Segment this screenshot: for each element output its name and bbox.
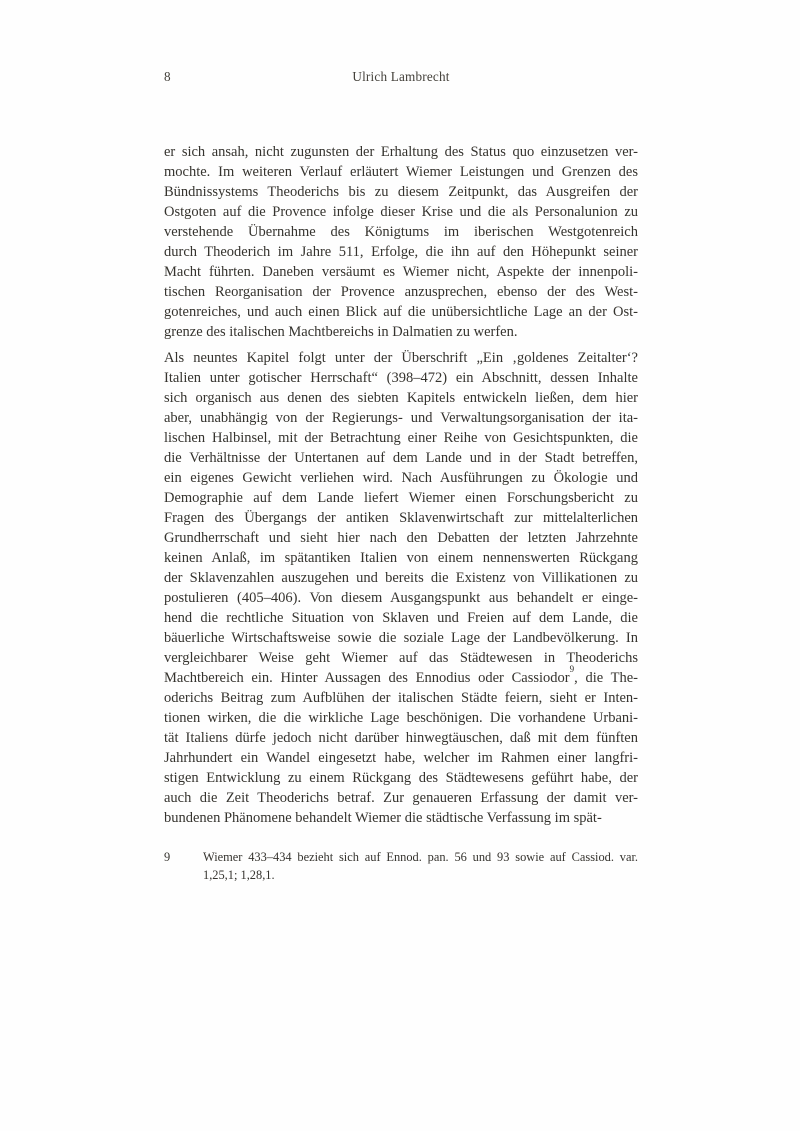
text-line: grenze des italischen Machtbereichs in Dalmatien zu werfen. (164, 324, 518, 340)
text-line: tät Italiens dürfe jedoch nicht darüber hinwegtäuschen, daß mit dem fünften (164, 730, 638, 746)
footnote-marker: 9 (164, 850, 171, 864)
text-line: Ostgoten auf die Provence infolge dieser Krise und die als Personalunion zu (164, 204, 638, 220)
text-line: ein eigenes Gewicht verliehen wird. Nach Ausführungen zu Ökologie und (164, 470, 638, 486)
text-line: mochte. Im weiteren Verlauf erläutert Wiemer Leistungen und Grenzen des (164, 164, 638, 180)
text-line: oderichs Beitrag zum Aufblühen der italischen Städte feiern, sieht er Inten- (164, 690, 638, 706)
text-line: die Verhältnisse der Untertanen auf dem Lande und in der Stadt betreffen, (164, 450, 638, 466)
text-line: Macht führten. Daneben versäumt es Wiemer nicht, Aspekte der innenpoli- (164, 264, 638, 280)
text-line: bundenen Phänomene behandelt Wiemer die städtische Verfassung im spät- (164, 810, 602, 826)
text-line: der Sklavenzahlen auszugehen und bereits die Existenz von Villikationen zu (164, 570, 638, 586)
running-head (164, 69, 638, 85)
text-line: lischen Halbinsel, mit der Betrachtung einer Reihe von Gesichtspunkten, die (164, 430, 638, 446)
text-line: Als neuntes Kapitel folgt unter der Überschrift „Ein ‚goldenes Zeitalter‘? (164, 350, 638, 366)
text-line: aber, unabhängig von der Regierungs- und Verwaltungsorganisation der ita- (164, 410, 638, 426)
footnote-line: 1,25,1; 1,28,1. (203, 867, 275, 882)
text-line: sich organisch aus denen des siebten Kapitels entwickeln ließen, dem hier (164, 390, 638, 406)
text-line: auch die Zeit Theoderichs betraf. Zur genaueren Erfassung der damit ver- (164, 790, 638, 806)
text-line: tionen wirken, die die wirkliche Lage beschönigen. Die vorhandene Urbani- (164, 710, 638, 726)
text-line: durch Theoderich im Jahre 511, Erfolge, die ihn auf den Höhepunkt seiner (164, 244, 638, 260)
footnotes (164, 849, 638, 884)
text-line: Bündnissystems Theoderichs bis zu diesem Zeitpunkt, das Ausgreifen der (164, 184, 638, 200)
text-line: Italien unter gotischer Herrschaft“ (398–472) ein Abschnitt, dessen Inhalte (164, 370, 638, 386)
text-line: vergleichbarer Weise geht Wiemer auf das Städtewesen in Theoderichs (164, 650, 638, 666)
footnote-lines (203, 849, 638, 884)
text-line: Demographie auf dem Lande liefert Wiemer einen Forschungsbericht zu (164, 490, 638, 506)
text-line: Machtbereich ein. Hinter Aussagen des Ennodius oder Cassiodor$^9$, die The- (164, 663, 639, 686)
text-line: Jahrhundert ein Wandel eingesetzt habe, welcher im Rahmen einer langfri- (164, 750, 638, 766)
footnote-line: Wiemer 433–434 bezieht sich auf Ennod. pan. 56 und 93 sowie auf Cassiod. var. (203, 850, 638, 864)
text-line: bäuerliche Wirtschaftsweise sowie die soziale Lage der Landbevölkerung. In (164, 630, 638, 646)
text-line: gotenreiches, und auch einen Blick auf die unübersichtliche Lage an der Ost- (164, 304, 638, 320)
text-line: postulieren (405–406). Von diesem Ausgangspunkt aus behandelt er einge- (164, 590, 638, 606)
text-line: Fragen des Übergangs der antiken Sklavenwirtschaft zur mittelalterlichen (164, 510, 638, 526)
text-line: er sich ansah, nicht zugunsten der Erhaltung des Status quo einzusetzen ver- (164, 144, 638, 160)
footnote (164, 849, 638, 884)
running-header: Ulrich Lambrecht (352, 69, 450, 84)
paragraph (164, 348, 638, 828)
text-line: Grundherrschaft und sieht hier nach den Debatten der letzten Jahrzehnte (164, 530, 638, 546)
text-line: verstehende Übernahme des Königtums im iberischen Westgotenreich (164, 224, 638, 240)
body-text (164, 142, 638, 828)
page-number: 8 (164, 69, 171, 84)
text-line: keinen Anlaß, im spätantiken Italien von einem nennenswerten Rückgang (164, 550, 638, 566)
paragraph (164, 142, 638, 342)
text-line: tischen Reorganisation der Provence anzusprechen, ebenso der des West- (164, 284, 638, 300)
text-line: stigen Entwicklung zu einem Rückgang des Städtewesens geführt habe, der (164, 770, 638, 786)
text-line: hend die rechtliche Situation von Sklaven und Freien auf dem Lande, die (164, 610, 638, 626)
